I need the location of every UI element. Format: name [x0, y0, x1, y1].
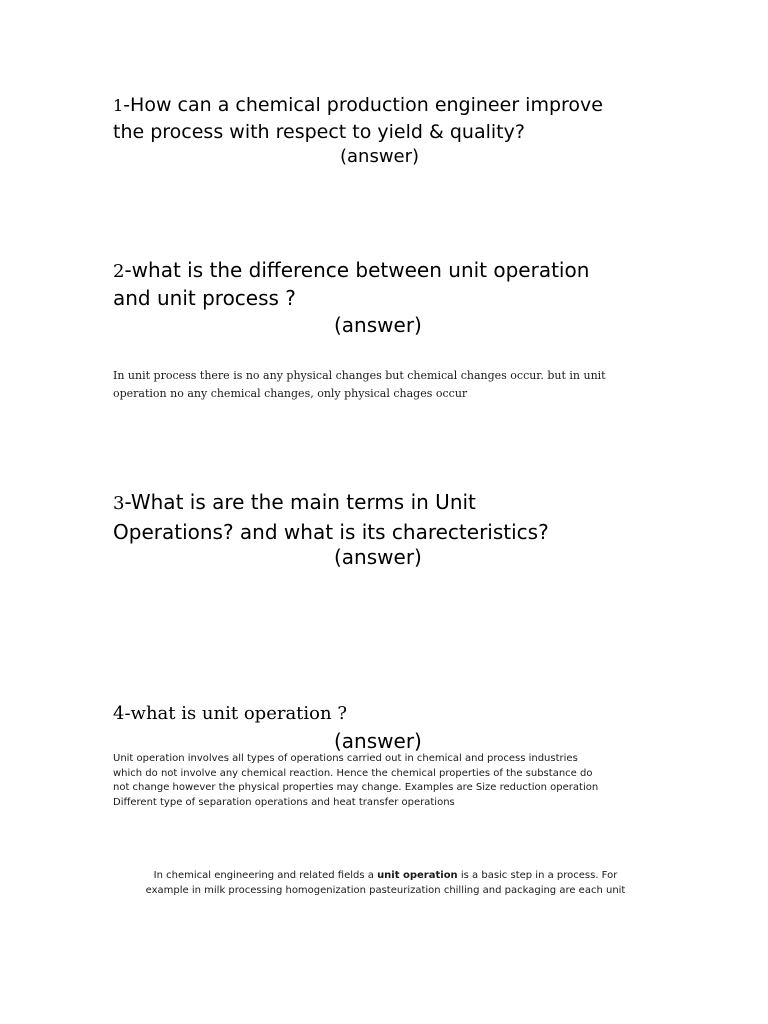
definition-line-1-post: is a basic step in a process. For	[457, 870, 618, 881]
question-3-number: 3	[113, 493, 125, 514]
definition-line-1-pre: In chemical engineering and related fields a	[153, 870, 378, 881]
question-1-line-1	[113, 92, 603, 119]
question-3	[113, 488, 549, 546]
question-2-text-1: -what is the difference between unit operation	[124, 258, 590, 282]
question-2-body-line-1: In unit process there is no any physical changes but chemical changes occur. but in unit	[113, 369, 606, 382]
question-4-body-line-2: which do not involve any chemical reaction. Hence the chemical properties of the substance do	[113, 767, 593, 779]
question-3-text-1: -What is are the main terms in Unit	[124, 490, 476, 514]
question-1-text-1: -How can a chemical production engineer improve	[123, 94, 603, 116]
question-2-line-2: and unit process ?	[113, 286, 296, 310]
question-1-answer: (answer)	[340, 146, 420, 167]
definition-line-1	[113, 869, 658, 884]
question-2-answer: (answer)	[334, 313, 422, 337]
question-3-answer: (answer)	[334, 545, 422, 569]
question-1-number: 1	[113, 96, 124, 115]
question-3-line-2: Operations? and what is its charecteristics?	[113, 520, 549, 544]
question-4-body-line-4: Different type of separation operations and heat transfer operations	[113, 796, 455, 808]
question-1-line-2: the process with respect to yield & quality?	[113, 121, 525, 143]
definition-line-2: example in milk processing homogenization pasteurization chilling and packaging are each unit	[145, 884, 626, 896]
question-4-answer: (answer)	[334, 729, 422, 753]
question-2-body-line-2: operation no any chemical changes, only physical chages occur	[113, 387, 468, 400]
question-2-number: 2	[113, 261, 125, 282]
question-4-body-line-1: Unit operation involves all types of operations carried out in chemical and process industries	[113, 753, 578, 764]
question-1	[113, 92, 603, 145]
question-2	[113, 257, 589, 312]
question-2-answer-body	[113, 367, 606, 403]
definition-term: unit operation	[377, 870, 458, 881]
question-4-answer-body	[113, 752, 598, 810]
question-2-line-1	[113, 257, 589, 285]
question-3-line-1	[113, 488, 549, 518]
definition-paragraph	[113, 869, 658, 898]
question-4-title: 4-what is unit operation ?	[113, 703, 347, 724]
question-4-body-line-3: not change however the physical properties may change. Examples are Size reduction operation	[113, 782, 599, 793]
